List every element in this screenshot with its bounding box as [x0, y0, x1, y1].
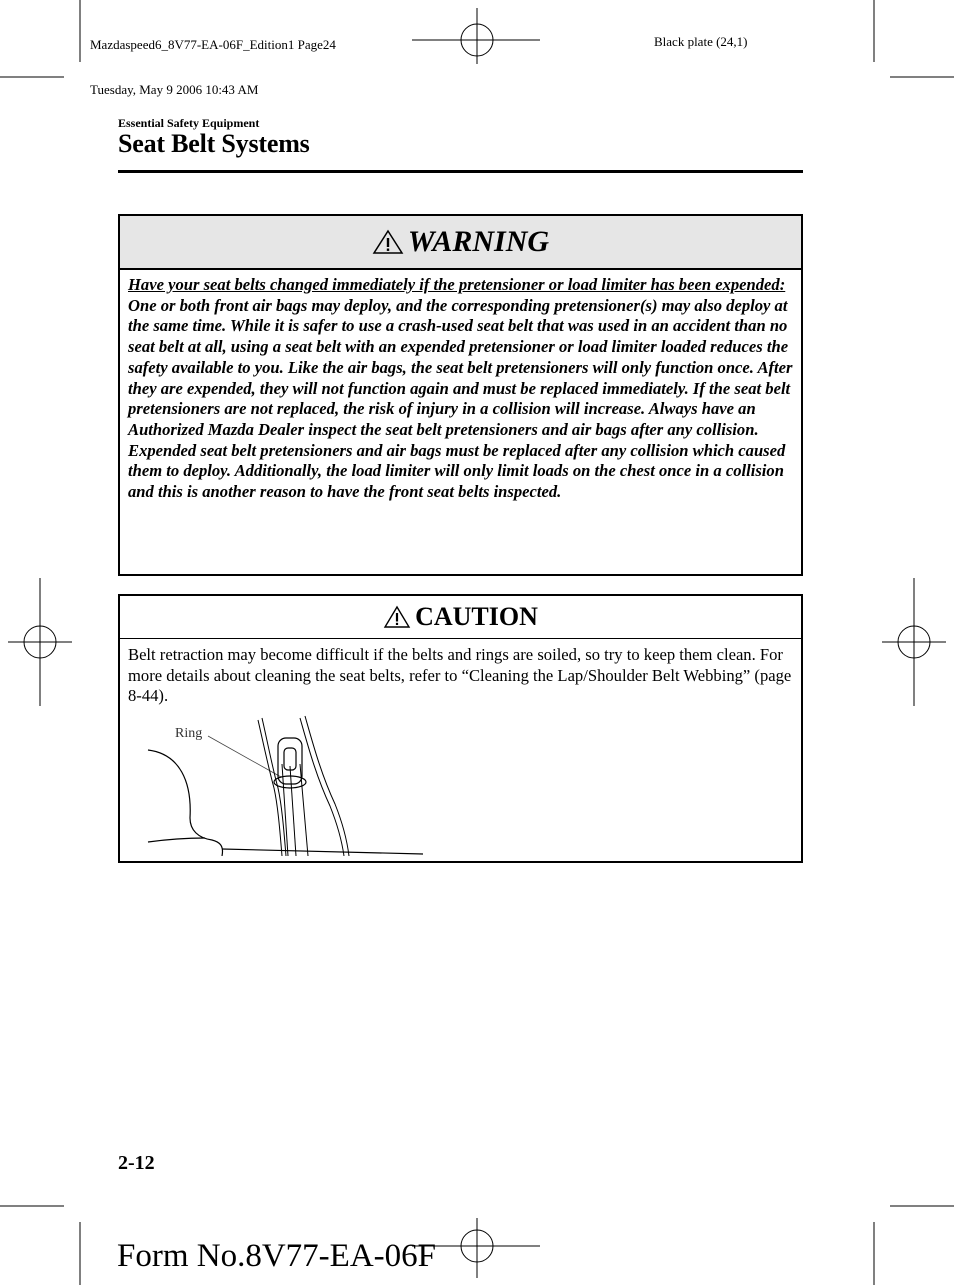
print-info-file: Mazdaspeed6_8V77-EA-06F_Edition1 Page24	[90, 37, 336, 52]
warning-triangle-icon	[383, 605, 411, 629]
ring-anchor	[274, 738, 306, 788]
warning-triangle-icon	[372, 229, 404, 255]
warning-text: One or both front air bags may deploy, and the corresponding pretensioner(s) may also deploy at the same time. While it is safer to use a crash-used seat belt that was used in an accident than no seat belt at all, using a seat belt with an expended pretensioner or load limiter loaded reduces the safety available to you. Like the air bags, the seat belt pretensioners will only function once. After they are expended, they will not function again and must be replaced immediately. If the seat belt pretensioners are not replaced, the risk of injury in a collision will increase. Always have an Authorized Mazda Dealer inspect the seat belt pretensioners and air bags after any collision. Expended seat belt pretensioners and air bags must be replaced after any collision which caused them to deploy. Additionally, the load limiter will only limit loads on the chest once in a collision and this is another reason to have the front seat belts inspected.	[128, 295, 793, 502]
caution-text: Belt retraction may become difficult if the belts and rings are soiled, so try to keep them clean. For more details about cleaning the seat belts, refer to “Cleaning the Lap/Shoulder Belt Webbing” (page 8-44).	[128, 645, 792, 705]
print-info	[90, 7, 336, 112]
caution-box	[118, 594, 803, 863]
seat-belt-ring-figure	[140, 706, 440, 856]
form-number: Form No.8V77-EA-06F	[117, 1238, 436, 1274]
page-number: 2-12	[118, 1152, 155, 1174]
title-rule	[118, 170, 803, 173]
warning-header	[120, 216, 801, 270]
caution-header	[120, 596, 801, 639]
plate-label: Black plate (24,1)	[654, 34, 748, 49]
section-label: Essential Safety Equipment	[118, 116, 260, 130]
page-title: Seat Belt Systems	[118, 129, 310, 158]
seat-outline	[148, 750, 423, 856]
warning-body	[120, 270, 801, 503]
belt-webbing	[282, 764, 308, 856]
pillar-outline	[258, 716, 349, 856]
print-info-date: Tuesday, May 9 2006 10:43 AM	[90, 82, 259, 97]
caution-label: CAUTION	[415, 602, 538, 631]
figure-label-ring: Ring	[175, 726, 203, 741]
warning-lead: Have your seat belts changed immediately if the pretensioner or load limiter has been expended:	[128, 275, 786, 294]
warning-label: WARNING	[407, 225, 550, 258]
warning-box	[118, 214, 803, 576]
